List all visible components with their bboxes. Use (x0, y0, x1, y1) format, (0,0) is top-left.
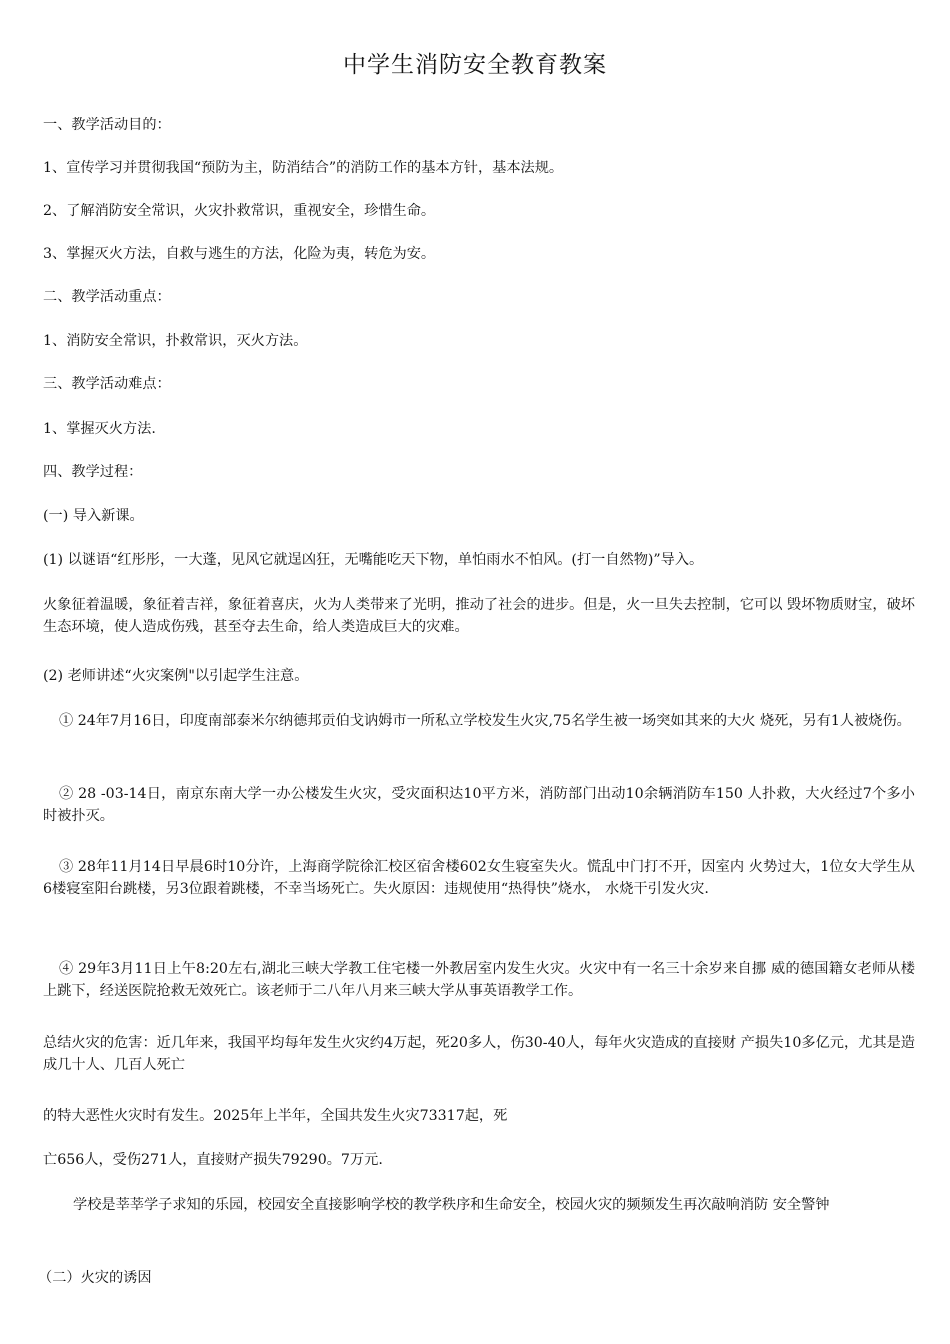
objective-item-1: 1、宣传学习并贯彻我国“预防为主，防消结合”的消防工作的基本方针，基本法规。 (43, 160, 564, 176)
campus-safety-paragraph: 学校是莘莘学子求知的乐园，校园安全直接影响学校的教学秩序和生命安全，校园火灾的频频发生再次敲响消防 安全警钟 (73, 1197, 830, 1213)
fire-hazard-summary: 总结火灾的危害：近几年来，我国平均每年发生火灾约4万起，死20多人，伤30-40人，每年火灾造成的直接财 产损失10多亿元，尤其是造成几十人、几百人死亡 (43, 1035, 915, 1073)
riddle-paragraph: (1) 以谜语“红彤彤，一大蓬，见风它就逞凶狂，无嘴能吃天下物，单怕雨水不怕风。(打一自然物)”导入。 (43, 552, 704, 568)
fire-symbolism-paragraph: 火象征着温暖，象征着吉祥，象征着喜庆，火为人类带来了光明，推动了社会的进步。但是，火一旦失去控制，它可以 毁坏物质财宝，破坏生态环境，使人造成伤残，甚至夺去生命，给人类造成巨大的灾难。 (43, 597, 915, 635)
fire-case-1: ① 24年7月16日，印度南部泰米尔纳德邦贡伯戈讷姆市一所私立学校发生火灾,75名学生被一场突如其来的大火 烧死，另有1人被烧伤。 (59, 713, 911, 729)
heading-difficulties: 三、教学活动难点： (43, 376, 171, 392)
heading-process: 四、教学过程： (43, 464, 143, 480)
heading-objectives: 一、教学活动目的： (43, 117, 171, 133)
key-point-item-1: 1、消防安全常识，扑救常识，灭火方法。 (43, 333, 308, 349)
fire-cases-intro: (2) 老师讲述“火灾案例"以引起学生注意。 (43, 668, 309, 684)
document-title: 中学生消防安全教育教案 (343, 52, 607, 78)
objective-item-2: 2、了解消防安全常识，火灾扑救常识，重视安全，珍惜生命。 (43, 203, 436, 219)
objective-item-3: 3、掌握灭火方法，自救与逃生的方法，化险为夷，转危为安。 (43, 246, 436, 262)
heading-key-points: 二、教学活动重点： (43, 289, 171, 305)
fire-statistics-line-1: 的特大恶性火灾时有发生。2025年上半年，全国共发生火灾73317起，死 (43, 1108, 508, 1124)
subheading-fire-causes: （二）火灾的诱因 (38, 1270, 152, 1286)
fire-case-2: ② 28 -03-14日，南京东南大学一办公楼发生火灾，受灾面积达10平方米，消防部门出动10余辆消防车150 人扑救，大火经过7个多小时被扑灭。 (43, 786, 915, 824)
fire-statistics-line-2: 亡656人，受伤271人，直接财产损失79290。7万元. (43, 1152, 383, 1168)
subheading-introduction: (一) 导入新课。 (43, 508, 144, 524)
fire-case-3: ③ 28年11月14日早晨6时10分许，上海商学院徐汇校区宿舍楼602女生寝室失火。慌乱中门打不开，因室内 火势过大，1位女大学生从6楼寝室阳台跳楼，另3位跟着跳楼，不幸当场死亡。失火原因：违规使用“热得快”烧水， 水烧干引发火灾. (43, 859, 915, 897)
difficulty-item-1: 1、掌握灭火方法. (43, 421, 156, 437)
fire-case-4: ④ 29年3月11日上午8:20左右,湖北三峡大学教工住宅楼一外教居室内发生火灾。火灾中有一名三十余岁来自挪 威的德国籍女老师从楼上跳下，经送医院抢救无效死亡。该老师于二八年八月来三峡大学从事英语教学工作。 (43, 961, 915, 999)
